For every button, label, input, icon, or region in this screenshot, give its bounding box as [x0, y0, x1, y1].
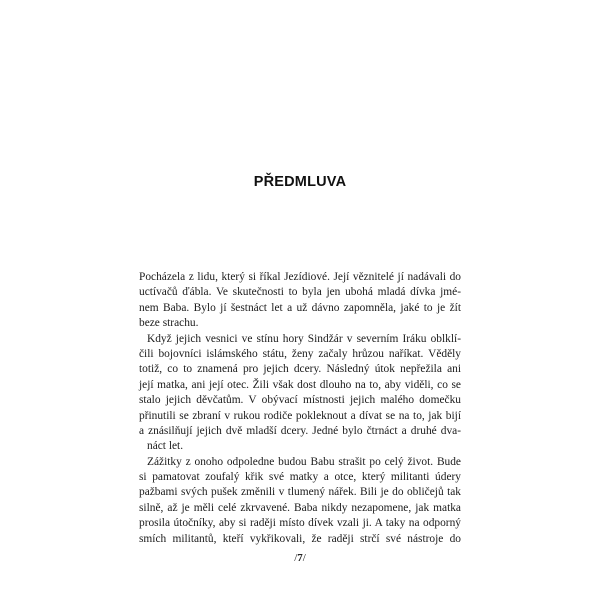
text-line: smích militantů, kteří vykřikovali, že raději strčí své nástroje do [139, 532, 461, 545]
text-line: uctívačů ďábla. Ve skutečnosti to byla jen ubohá mladá dívka jmé- [139, 286, 461, 299]
text-line: totiž, co to znamená pro jejich dcery. Následný útok nepřežila ani [139, 363, 461, 376]
paragraph-1 [139, 270, 461, 332]
footer-left-mark: / [294, 552, 298, 564]
page-footer [0, 552, 600, 564]
text-line: silně, až je měli celé zkrvavené. Baba nikdy nezapomene, jak matka [139, 501, 461, 514]
chapter-title: PŘEDMLUVA [253, 174, 347, 190]
text-line: čili bojovníci islámského státu, ženy začaly hrůzou naříkat. Věděly [139, 347, 461, 360]
text-line: beze strachu. [139, 317, 199, 330]
text-line: pažbami svých pušek změnili v tlumený nářek. Bili je do obličejů tak [139, 486, 461, 499]
text-line: přinutili se zbraní v rukou rodiče pokleknout a dívat se na to, jak bijí [139, 409, 461, 422]
text-line: prosila útočníky, aby si raději místo dívek vzali ji. A taky na odporný [139, 517, 461, 530]
text-line: Když jejich vesnici ve stínu hory Sindžár v severním Iráku oblklí- [147, 332, 461, 345]
page-number: 7 [297, 552, 303, 564]
paragraph-2 [139, 332, 461, 455]
text-line: stalo jejich děvčatům. V obývací místnosti jejich malého domečku [139, 394, 461, 407]
text-line: Pocházela z lidu, který si říkal Jezídiové. Její věznitelé jí nadávali do [139, 271, 461, 283]
text-line: a znásilňují jejich dvě mladší dcery. Jedné bylo čtrnáct a druhé dva- [139, 424, 461, 437]
body-text [139, 270, 461, 547]
text-line: si pamatovat zoufalý křik své matky a otce, který militanti údery [139, 471, 461, 484]
paragraph-3 [139, 455, 461, 547]
text-line: její matka, ani její otec. Žili však dost dlouho na to, aby viděli, co se [139, 378, 461, 391]
text-line: Zážitky z onoho odpoledne budou Babu strašit po celý život. Bude [147, 455, 461, 468]
text-line: náct let. [147, 440, 184, 453]
footer-right-mark: / [302, 552, 306, 564]
text-line: nem Baba. Bylo jí šestnáct let a už dávno zapomněla, jaké to je žít [139, 301, 461, 314]
